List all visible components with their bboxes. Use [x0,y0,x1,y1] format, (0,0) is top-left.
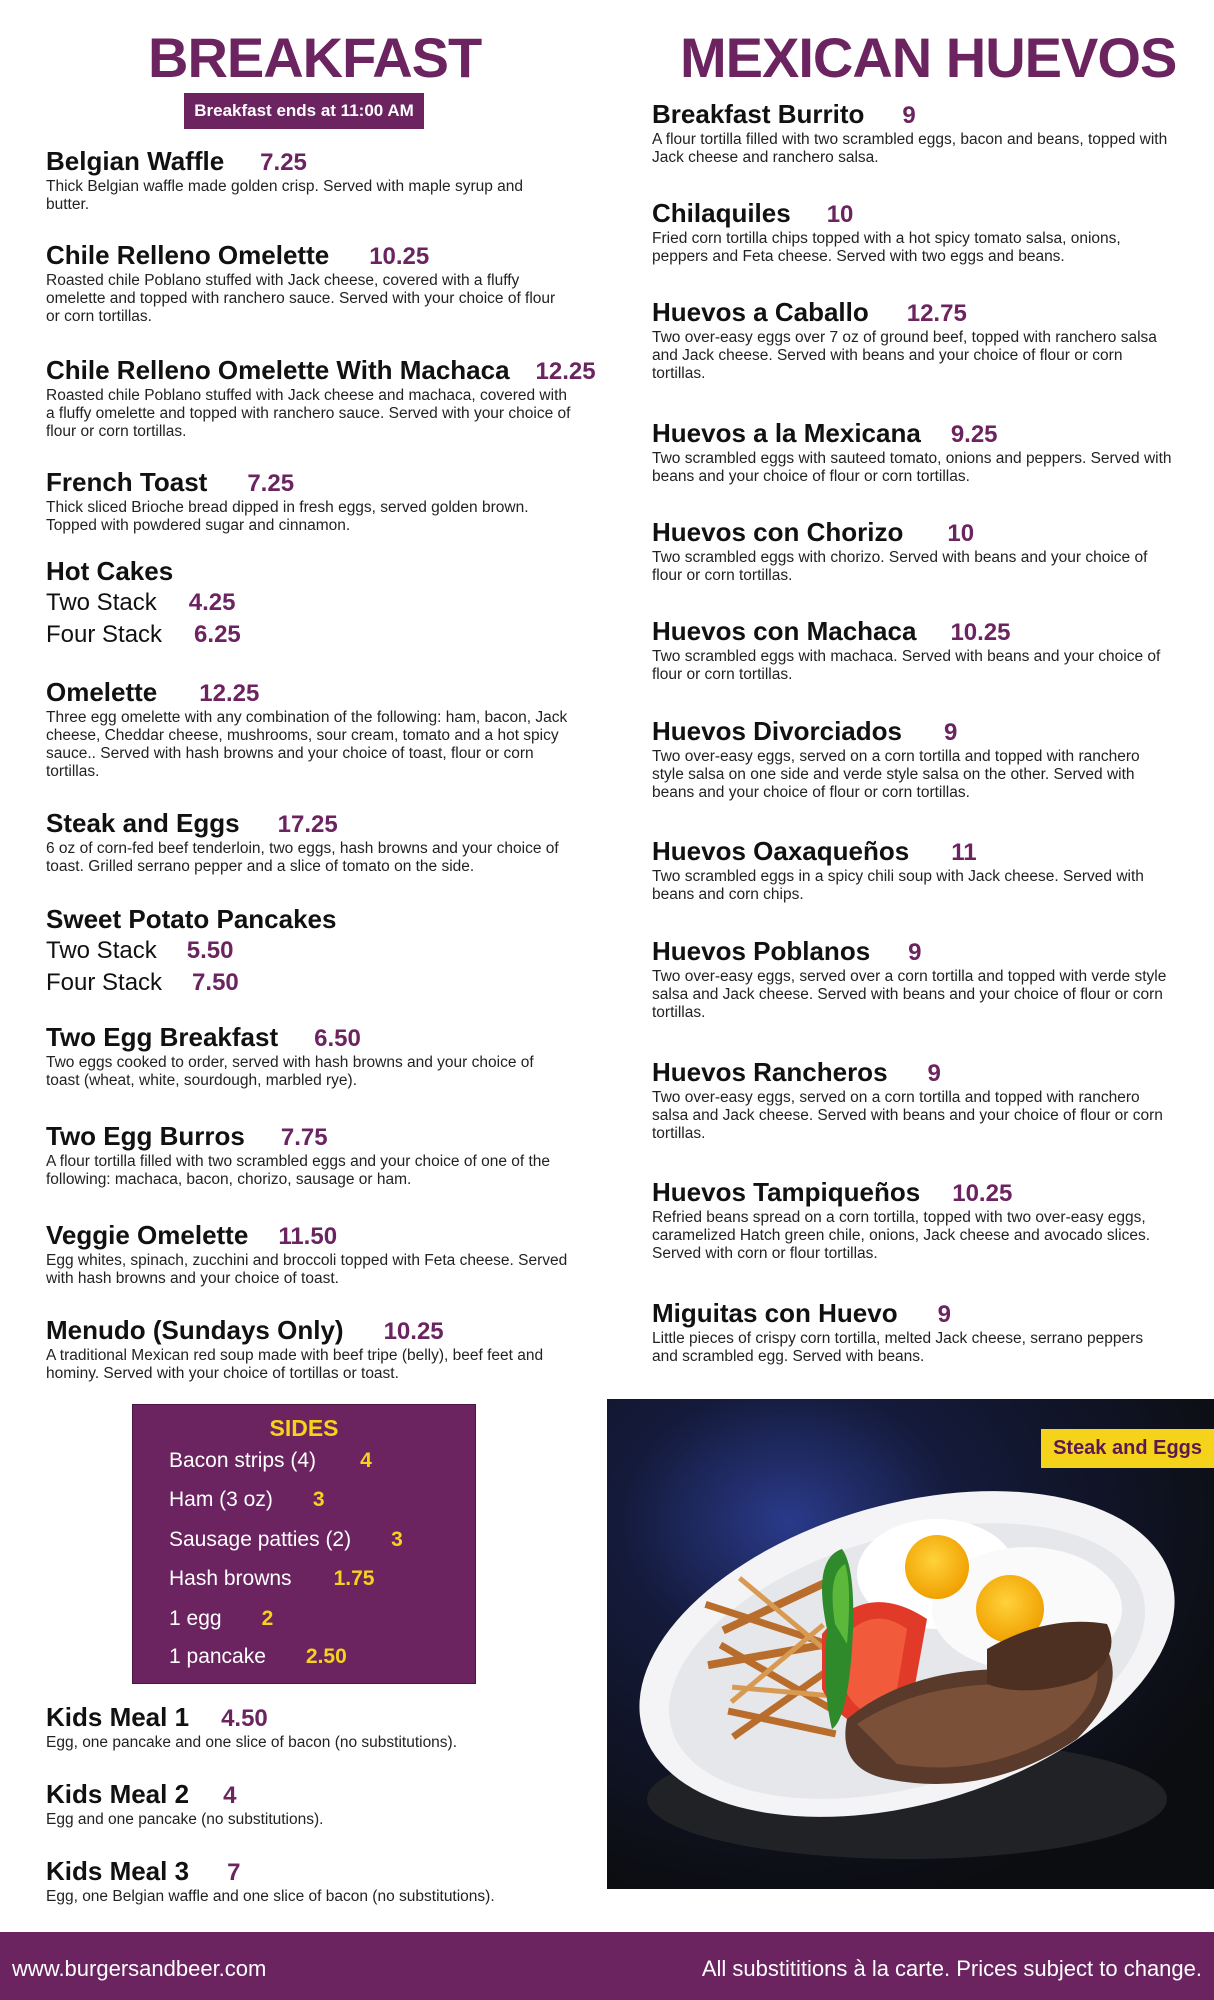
item-description: Egg and one pancake (no substitutions). [46,1811,324,1828]
side-label: Hash browns [169,1567,292,1590]
item-description: Refried beans spread on a corn tortilla, topped with two over-easy eggs, caramelized Hatch green chile, onions, Jack cheese and avocado slices. Served with corn or flour tortillas. [652,1209,1150,1262]
photo-caption-tag: Steak and Eggs [1041,1429,1214,1468]
item-price: 9.25 [950,421,998,448]
menu-item-two-egg-breakfast [46,1022,566,1090]
hot-cakes-two-stack [46,587,566,619]
item-price: 9 [927,1060,941,1087]
item-name: Two Egg Breakfast [46,1022,279,1052]
item-price: 10 [947,520,975,547]
item-description: Two scrambled eggs with machaca. Served with beans and your choice of flour or corn tortillas. [652,648,1161,683]
footer-note: All substititions à la carte. Prices subject to change. [701,1956,1202,1981]
side-price: 3 [391,1528,403,1551]
item-name: Huevos con Machaca [652,616,917,646]
menu-item-huevos-con-machaca [652,616,1172,684]
item-name: Huevos Oaxaqueños [652,836,910,866]
side-price: 3 [312,1488,325,1511]
hot-cakes-four-stack [46,619,566,651]
menu-item-kids-meal-3 [46,1856,586,1906]
menu-item-huevos-rancheros [652,1057,1172,1143]
item-description: Roasted chile Poblano stuffed with Jack cheese and machaca, covered with a fluffy omelette and topped with ranchero sauce. Served with your choice of flour or corn tortillas. [46,387,571,440]
item-price: 9 [943,719,958,746]
item-name: Kids Meal 2 [46,1779,190,1809]
item-name: Chilaquiles [652,198,791,228]
menu-item-kids-meal-1 [46,1702,566,1752]
item-price: 4 [223,1782,237,1809]
option-label: Four Stack [46,969,163,996]
menu-item-huevos-divorciados [652,716,1172,802]
item-name: Kids Meal 3 [46,1856,190,1886]
menu-item-huevos-a-la-mexicana [652,418,1172,486]
menu-item-huevos-oaxaquenos [652,836,1172,904]
item-description: Thick sliced Brioche bread dipped in fresh eggs, served golden brown. Topped with powdered sugar and cinnamon. [46,499,529,534]
item-description: 6 oz of corn-fed beef tenderloin, two eggs, hash browns and your choice of toast. Grilled serrano pepper and a slice of tomato on the side. [46,840,559,875]
item-description: Egg, one Belgian waffle and one slice of bacon (no substitutions). [46,1888,495,1905]
item-name: Breakfast Burrito [652,99,865,129]
item-name: Chile Relleno Omelette With Machaca [46,355,510,385]
menu-item-sweet-potato-pancakes [46,904,566,999]
item-name: Huevos Tampiqueños [652,1177,921,1207]
item-name: Chile Relleno Omelette [46,240,330,270]
side-item-ham [169,1488,325,1512]
breakfast-hours-banner: Breakfast ends at 11:00 AM [184,93,424,129]
item-name: Sweet Potato Pancakes [46,904,337,934]
menu-item-breakfast-burrito [652,99,1172,167]
sweet-potato-four-stack [46,967,566,999]
menu-item-french-toast [46,467,566,535]
item-description: Little pieces of crispy corn tortilla, melted Jack cheese, serrano peppers and scrambled egg. Served with beans. [652,1330,1144,1365]
item-description: Two eggs cooked to order, served with hash browns and your choice of toast (wheat, white, sourdough, marbled rye). [46,1054,534,1089]
menu-item-chile-relleno-omelette [46,240,566,326]
footer-bar [0,1932,1214,2000]
option-price: 5.50 [186,937,234,964]
item-price: 10 [826,201,854,228]
item-description: A flour tortilla filled with two scrambled eggs, bacon and beans, topped with Jack cheese and ranchero salsa. [652,131,1168,166]
option-label: Four Stack [46,621,163,648]
option-price: 4.25 [188,589,236,616]
sides-box [132,1404,476,1684]
item-name: Two Egg Burros [46,1121,245,1151]
menu-item-huevos-poblanos [652,936,1172,1022]
item-price: 10.25 [952,1180,1013,1207]
menu-item-huevos-tampiquenos [652,1177,1172,1263]
menu-item-hot-cakes [46,556,566,651]
item-description: Two over-easy eggs, served over a corn tortilla and topped with verde style salsa and Jack cheese. Served with beans and your choice of flour or corn tortillas. [652,968,1167,1021]
menu-item-chilaquiles [652,198,1172,266]
menu-item-steak-and-eggs [46,808,576,876]
item-description: Two over-easy eggs, served on a corn tortilla and topped with ranchero salsa and Jack cheese. Served with beans and your choice of flour or corn tortillas. [652,1089,1163,1142]
item-name: Omelette [46,677,158,707]
item-name: Huevos Rancheros [652,1057,888,1087]
menu-item-omelette [46,677,576,781]
side-item-bacon [169,1449,372,1473]
side-label: Ham (3 oz) [169,1488,273,1511]
item-price: 11.50 [278,1223,338,1250]
option-label: Two Stack [46,937,157,964]
item-name: Hot Cakes [46,556,174,586]
dish-illustration [607,1399,1214,1889]
item-description: Two over-easy eggs, served on a corn tortilla and topped with ranchero style salsa on one side and verde style salsa on the other. Served with beans and your choice of flour or corn tortillas. [652,748,1140,801]
item-price: 10.25 [369,243,430,270]
item-description: Fried corn tortilla chips topped with a hot spicy tomato salsa, onions, peppers and Feta cheese. Served with two eggs and beans. [652,230,1121,265]
side-price: 1.75 [333,1567,375,1590]
item-price: 7 [227,1859,241,1886]
item-price: 9 [937,1301,951,1328]
mexican-huevos-heading: MEXICAN HUEVOS [680,26,1177,89]
item-description: Two scrambled eggs with chorizo. Served with beans and your choice of flour or corn tortillas. [652,549,1148,584]
item-price: 12.25 [535,358,596,385]
item-description: A traditional Mexican red soup made with beef tripe (belly), beef feet and hominy. Served with your choice of tortillas or toast. [46,1347,544,1382]
option-price: 7.50 [192,969,239,996]
menu-item-veggie-omelette [46,1220,576,1288]
menu-item-miguitas-con-huevo [652,1298,1172,1366]
menu-item-two-egg-burros [46,1121,566,1189]
item-price: 7.75 [280,1124,328,1151]
side-label: Bacon strips (4) [169,1449,317,1472]
item-name: Menudo (Sundays Only) [46,1315,344,1345]
item-description: Three egg omelette with any combination of the following: ham, bacon, Jack cheese, Cheddar cheese, mushrooms, sour cream, tomato and a hot spicy sauce.. Served with hash browns and your choice of toast, flour or corn tortillas. [46,709,568,780]
item-price: 9 [902,102,916,129]
menu-item-menudo [46,1315,586,1383]
item-price: 12.25 [199,680,260,707]
item-description: Egg, one pancake and one slice of bacon (no substitutions). [46,1734,458,1751]
item-price: 4.50 [221,1705,268,1732]
item-name: Huevos Divorciados [652,716,902,746]
menu-item-chile-relleno-machaca [46,355,596,441]
item-name: Miguitas con Huevo [652,1298,898,1328]
option-label: Two Stack [46,589,157,616]
item-name: Huevos a la Mexicana [652,418,921,448]
item-price: 7.25 [247,470,295,497]
item-description: Two scrambled eggs with sauteed tomato, onions and peppers. Served with beans and your choice of flour or corn tortillas. [652,450,1172,485]
item-name: Belgian Waffle [46,146,225,176]
item-price: 6.50 [314,1025,361,1052]
side-price: 2 [261,1607,274,1630]
item-price: 7.25 [260,149,307,176]
menu-item-huevos-a-caballo [652,297,1172,383]
item-name: Steak and Eggs [46,808,240,838]
item-price: 10.25 [383,1318,444,1345]
option-price: 6.25 [194,621,241,648]
item-description: Egg whites, spinach, zucchini and broccoli topped with Feta cheese. Served with hash browns and your choice of toast. [46,1252,568,1287]
sweet-potato-two-stack [46,935,566,967]
item-name: Veggie Omelette [46,1220,249,1250]
side-label: 1 pancake [169,1645,266,1668]
item-price: 9 [908,939,922,966]
website-link[interactable]: www.burgersandbeer.com [12,1956,267,1981]
item-description: Two over-easy eggs over 7 oz of ground beef, topped with ranchero salsa and Jack cheese. Served with beans and your choice of flour or corn tortillas. [652,329,1157,382]
item-description: Thick Belgian waffle made golden crisp. Served with maple syrup and butter. [46,178,524,213]
item-name: Huevos Poblanos [652,936,871,966]
item-price: 10.25 [950,619,1011,646]
side-label: Sausage patties (2) [169,1528,352,1551]
side-price: 2.50 [305,1645,347,1668]
menu-item-belgian-waffle [46,146,566,214]
item-description: A flour tortilla filled with two scrambled eggs and your choice of one of the following: machaca, bacon, chorizo, sausage or ham. [46,1153,551,1188]
item-price: 11 [951,839,977,866]
item-price: 17.25 [277,811,338,838]
item-name: Huevos con Chorizo [652,517,904,547]
side-item-hash-browns [169,1567,374,1591]
breakfast-heading: BREAKFAST [148,26,482,89]
item-description: Two scrambled eggs in a spicy chili soup with Jack cheese. Served with beans and corn chips. [652,868,1144,903]
steak-and-eggs-photo [607,1399,1214,1889]
side-label: 1 egg [169,1607,222,1630]
item-name: French Toast [46,467,208,497]
side-item-sausage [169,1528,403,1552]
side-item-egg [169,1607,273,1631]
sides-title: SIDES [269,1415,339,1441]
side-item-pancake [169,1645,347,1669]
item-price: 12.75 [906,300,967,327]
menu-item-kids-meal-2 [46,1779,566,1829]
item-name: Kids Meal 1 [46,1702,190,1732]
item-description: Roasted chile Poblano stuffed with Jack cheese, covered with a fluffy omelette and topped with ranchero sauce. Served with your choice of flour or corn tortillas. [46,272,556,325]
side-price: 4 [360,1449,372,1472]
item-name: Huevos a Caballo [652,297,869,327]
menu-item-huevos-con-chorizo [652,517,1172,585]
